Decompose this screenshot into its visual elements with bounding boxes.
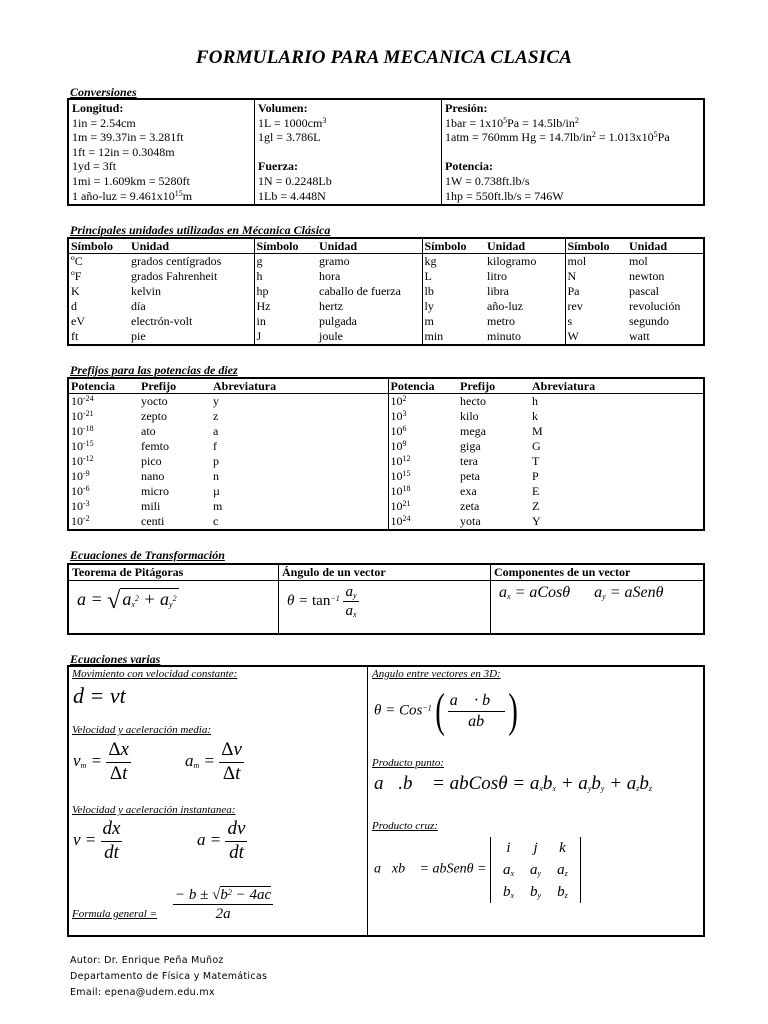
prefijos-row — [69, 484, 703, 499]
formula-d-vt: d = vt — [73, 683, 126, 708]
volumen-fuerza-column — [255, 100, 442, 204]
prefix-abbr: k — [532, 409, 538, 423]
prefijos-header-row — [69, 379, 703, 394]
unit-symbol: hp — [254, 284, 317, 299]
prefix-name: centi — [141, 514, 165, 528]
unidades-row — [69, 254, 703, 270]
power-of-ten: $10^{-15}$ — [71, 439, 94, 453]
unit-name: año-luz — [487, 299, 523, 313]
presion-potencia-column — [442, 100, 703, 204]
page-title: FORMULARIO PARA MECANICA CLASICA — [195, 47, 573, 68]
presion-label: Presión: — [445, 101, 488, 115]
prefijos-table — [67, 377, 705, 531]
prefix-abbr: h — [532, 394, 538, 408]
power-exponent: -9 — [83, 469, 90, 478]
footer-autor: Autor: Dr. Enrique Peña Muñoz — [70, 955, 224, 966]
prefix-abbr: M — [532, 424, 543, 438]
power-exponent: -24 — [83, 394, 94, 403]
power-of-ten: $10^{-9}$ — [71, 469, 90, 483]
conversion-line: 1W = 0.738ft.lb/s — [445, 173, 530, 188]
prefix-name: zeta — [460, 499, 480, 513]
unit-name: caballo de fuerza — [319, 284, 401, 298]
unit-name: pulgada — [319, 314, 357, 328]
power-of-ten: $10^{-24}$ — [71, 394, 94, 408]
power-exponent: 24 — [402, 514, 411, 523]
formula-producto-cruz: a⃗xb⃗ = abSenθ = i j k $a_x$ $a_y$ $a_z$ $b_x$ $b_y$ $b_z$ — [374, 837, 581, 903]
conversion-line: $1bar = 1x10^5Pa = 14.5lb/in^2$ — [445, 115, 579, 130]
unit-name: pie — [131, 329, 146, 343]
conversion-line: 1ft = 12in = 0.3048m — [72, 144, 175, 159]
power-exponent: 15 — [402, 469, 411, 478]
varias-left-column — [69, 667, 368, 935]
power-of-ten: $10^{15}$ — [388, 469, 458, 484]
unit-symbol: eV — [71, 314, 85, 328]
conversion-line: $1L = 1000cm^3$ — [258, 115, 327, 130]
unit-symbol: J — [254, 329, 317, 344]
label-velocidad-instantanea: Velocidad y aceleración instantanea: — [72, 804, 236, 816]
prefijos-row — [69, 469, 703, 484]
formula-velocidad-media: $v_m$ = $\frac{\Delta x}{\Delta t}$ — [73, 739, 129, 784]
prefix-name: pico — [141, 454, 162, 468]
unit-symbol: L — [422, 269, 485, 284]
prefix-name: mega — [460, 424, 486, 438]
unit-symbol: lb — [422, 284, 485, 299]
prefix-name: hecto — [460, 394, 486, 408]
prefix-name: zepto — [141, 409, 167, 423]
header-unidad: Unidad — [317, 239, 422, 254]
power-exponent: -2 — [83, 514, 90, 523]
longitud-label: Longitud: — [72, 101, 124, 115]
pitagoras-formula: a = √ $a_x^2 + a_y^2$ — [77, 588, 177, 614]
power-exponent: 21 — [402, 499, 411, 508]
prefijos-row — [69, 454, 703, 469]
unit-symbol: kg — [422, 254, 485, 270]
unit-name: día — [131, 299, 146, 313]
section-title-transformacion: Ecuaciones de Transformación — [70, 548, 225, 562]
footer — [70, 953, 267, 1001]
header-componentes-vector: Componentes de un vector — [491, 565, 703, 581]
header-prefijo: Prefijo — [458, 379, 530, 394]
unit-symbol: m — [422, 314, 485, 329]
footer-departamento: Departamento de Física y Matemáticas — [70, 971, 268, 982]
determinant-matrix: i j k $a_x$ $a_y$ $a_z$ $b_x$ $b_y$ $b_z$ — [490, 837, 581, 903]
label-producto-cruz: Producto cruz: — [372, 820, 438, 832]
prefijos-row — [69, 409, 703, 424]
section-title-unidades: Principales unidades utilizadas en Mécanica Clásica — [70, 223, 331, 237]
header-prefijo: Prefijo — [139, 379, 211, 394]
unit-name: joule — [319, 329, 343, 343]
power-exponent: -3 — [83, 499, 90, 508]
conversion-line: 1N = 0.2248Lb — [258, 173, 332, 188]
formula-general: $\frac{- b \pm √b^2 - 4ac}{2a}$ — [175, 887, 272, 922]
formula-velocidad-instantanea: v = $\frac{dx}{dt}$ — [73, 818, 121, 863]
prefix-abbr: c — [213, 514, 219, 528]
header-pitagoras: Teorema de Pitágoras — [69, 565, 278, 581]
power-of-ten: $10^{21}$ — [388, 499, 458, 514]
conversion-line: 1yd = 3ft — [72, 159, 117, 174]
prefijos-row — [69, 424, 703, 439]
unit-name: kelvin — [131, 284, 161, 298]
conversion-line: 1gl = 3.786L — [258, 130, 321, 145]
prefix-name: exa — [460, 484, 477, 498]
power-of-ten: $10^{-3}$ — [71, 499, 90, 513]
unit-name: minuto — [487, 329, 522, 343]
prefix-abbr: a — [213, 424, 219, 438]
unit-name: grados centígrados — [131, 254, 222, 268]
power-of-ten: $10^{-2}$ — [71, 514, 90, 528]
unit-name: electrón-volt — [131, 314, 193, 328]
power-exponent: 2 — [402, 394, 407, 403]
power-exponent: -6 — [83, 484, 90, 493]
power-of-ten: $10^3$ — [388, 409, 458, 424]
prefix-name: micro — [141, 484, 169, 498]
section-title-prefijos: Prefijos para las potencias de diez — [70, 363, 238, 377]
unidades-row — [69, 269, 703, 284]
unit-symbol: ly — [422, 299, 485, 314]
power-of-ten: $10^9$ — [388, 439, 458, 454]
prefix-name: kilo — [460, 409, 479, 423]
header-angulo-vector: Ángulo de un vector — [279, 565, 490, 581]
prefix-abbr: P — [532, 469, 539, 483]
prefix-abbr: Y — [532, 514, 541, 528]
label-movimiento: Movimiento con velocidad constante: — [72, 668, 238, 680]
power-of-ten: $10^{-6}$ — [71, 484, 90, 498]
unidades-row — [69, 299, 703, 314]
prefix-name: peta — [460, 469, 480, 483]
conversion-line: 1hp = 550ft.lb/s = 746W — [445, 188, 564, 203]
fuerza-label: Fuerza: — [258, 159, 298, 174]
label-velocidad-media: Velocidad y aceleración media: — [72, 724, 211, 736]
unidades-row — [69, 284, 703, 299]
power-of-ten: $10^2$ — [388, 394, 458, 410]
header-unidad: Unidad — [129, 239, 254, 254]
unit-name: litro — [487, 269, 507, 283]
unit-symbol: K — [71, 284, 80, 298]
unit-symbol: min — [422, 329, 485, 344]
prefijos-row — [69, 394, 703, 410]
unit-name: gramo — [319, 254, 350, 268]
unit-name: grados Fahrenheit — [131, 269, 218, 283]
unit-name: revolución — [629, 299, 681, 313]
power-exponent: -18 — [83, 424, 94, 433]
power-exponent: -15 — [83, 439, 94, 448]
unit-name: libra — [487, 284, 509, 298]
prefix-abbr: T — [532, 454, 540, 468]
unit-symbol: W — [565, 329, 627, 344]
power-of-ten: $10^{24}$ — [388, 514, 458, 529]
prefix-name: mili — [141, 499, 161, 513]
prefix-name: yota — [460, 514, 481, 528]
header-abreviatura: Abreviatura — [211, 379, 388, 394]
header-unidad: Unidad — [485, 239, 565, 254]
prefix-abbr: µ — [213, 484, 220, 498]
prefix-name: yocto — [141, 394, 168, 408]
power-exponent: 3 — [402, 409, 407, 418]
prefix-abbr: z — [213, 409, 219, 423]
formula-aceleracion-media: $a_m$ = $\frac{\Delta v}{\Delta t}$ — [185, 739, 242, 784]
potencia-label: Potencia: — [445, 159, 493, 174]
power-of-ten: $10^{12}$ — [388, 454, 458, 469]
angulo-vector-formula: $\theta = \tan^{-1}$ $\frac{a_y}{a_x}$ — [287, 584, 357, 619]
label-producto-punto: Producto punto: — [372, 757, 444, 769]
header-simbolo: Símbolo — [565, 239, 627, 254]
unit-symbol: g — [254, 254, 317, 270]
power-exponent: 6 — [402, 424, 407, 433]
varias-right-column — [368, 667, 703, 935]
power-of-ten: $10^{-12}$ — [71, 454, 94, 468]
unit-symbol: ºC — [71, 254, 83, 268]
conversion-line: 1Lb = 4.448N — [258, 188, 326, 203]
footer-email[interactable]: Email: epena@udem.edu.mx — [70, 987, 215, 998]
prefijos-row — [69, 439, 703, 454]
header-unidad: Unidad — [627, 239, 703, 254]
unit-symbol: ºF — [71, 269, 82, 283]
unit-symbol: d — [71, 299, 77, 313]
unit-name: metro — [487, 314, 515, 328]
unit-name: hertz — [319, 299, 343, 313]
header-potencia: Potencia — [388, 379, 458, 394]
power-exponent: 9 — [402, 439, 407, 448]
power-of-ten: $10^6$ — [388, 424, 458, 439]
formula-aceleracion-instantanea: a = $\frac{dv}{dt}$ — [197, 818, 246, 863]
unidades-header-row — [69, 239, 703, 254]
header-simbolo: Símbolo — [254, 239, 317, 254]
unidades-row — [69, 329, 703, 344]
conversion-line: 1in = 2.54cm — [72, 115, 136, 130]
unit-symbol: mol — [565, 254, 627, 270]
unit-name: mol — [629, 254, 648, 268]
header-abreviatura: Abreviatura — [530, 379, 703, 394]
conversiones-table — [67, 98, 705, 206]
section-title-varias: Ecuaciones varias — [70, 652, 161, 666]
unit-symbol: in — [254, 314, 317, 329]
prefijos-row — [69, 499, 703, 514]
prefix-abbr: G — [532, 439, 541, 453]
prefix-abbr: E — [532, 484, 540, 498]
power-exponent: 18 — [402, 484, 411, 493]
header-simbolo: Símbolo — [422, 239, 485, 254]
prefix-name: ato — [141, 424, 156, 438]
conversion-line: 1m = 39.37in = 3.281ft — [72, 130, 184, 145]
pitagoras-column — [69, 565, 279, 633]
unit-symbol: rev — [565, 299, 627, 314]
unit-symbol: h — [254, 269, 317, 284]
prefix-name: giga — [460, 439, 481, 453]
power-exponent: -21 — [83, 409, 94, 418]
unit-symbol: s — [565, 314, 627, 329]
prefix-abbr: Z — [532, 499, 540, 513]
unit-name: newton — [629, 269, 665, 283]
unit-symbol: N — [565, 269, 627, 284]
componentes-vector-column — [491, 565, 703, 633]
label-formula-general: Formula general = — [72, 908, 158, 920]
prefix-abbr: m — [213, 499, 223, 513]
formula-producto-punto: a⃗.b⃗ = abCosθ = $a_xb_x + a_yb_y + a_zb_z$ — [374, 773, 653, 794]
unit-name: hora — [319, 269, 341, 283]
label-angulo-3d: Angulo entre vectores en 3D: — [372, 668, 501, 680]
conversion-line: 1mi = 1.609km = 5280ft — [72, 173, 190, 188]
prefix-name: nano — [141, 469, 165, 483]
unit-name: kilogramo — [487, 254, 537, 268]
power-of-ten: $10^{-18}$ — [71, 424, 94, 438]
header-simbolo: Símbolo — [69, 239, 129, 254]
prefix-abbr: n — [213, 469, 219, 483]
componentes-vector-formula: $a_x$ = aCosθ $a_y$ = aSenθ — [499, 584, 664, 601]
unit-symbol: Hz — [254, 299, 317, 314]
conversion-line: 1 año-luz = $9.461x10^{15}m$ — [72, 188, 193, 203]
longitud-column — [69, 100, 255, 204]
angulo-vector-column — [279, 565, 491, 633]
prefix-name: femto — [141, 439, 169, 453]
unit-symbol: ft — [71, 329, 79, 343]
section-title-conversiones: Conversiones — [70, 85, 137, 99]
power-exponent: -12 — [83, 454, 94, 463]
unidades-row — [69, 314, 703, 329]
header-potencia: Potencia — [69, 379, 139, 394]
formula-angulo-3d: θ = Cos$^{-1}$ ( $\frac{a⃗ \cdot b⃗}{ab}$ ) — [374, 684, 518, 737]
unit-name: pascal — [629, 284, 659, 298]
conversion-line: 1atm = 760mm $Hg = 14.7lb/in^2 = 1.013x10^5Pa$ — [445, 130, 670, 145]
prefijos-row — [69, 514, 703, 529]
prefix-name: tera — [460, 454, 478, 468]
transformacion-table — [67, 563, 705, 635]
power-exponent: 12 — [402, 454, 411, 463]
varias-table — [67, 665, 705, 937]
unit-symbol: Pa — [565, 284, 627, 299]
power-of-ten: $10^{18}$ — [388, 484, 458, 499]
prefix-abbr: f — [213, 439, 217, 453]
power-of-ten: $10^{-21}$ — [71, 409, 94, 423]
unit-name: segundo — [629, 314, 669, 328]
prefix-abbr: p — [213, 454, 219, 468]
prefix-abbr: y — [213, 394, 219, 408]
volumen-label: Volumen: — [258, 101, 308, 115]
unit-name: watt — [629, 329, 650, 343]
unidades-table — [67, 237, 705, 346]
